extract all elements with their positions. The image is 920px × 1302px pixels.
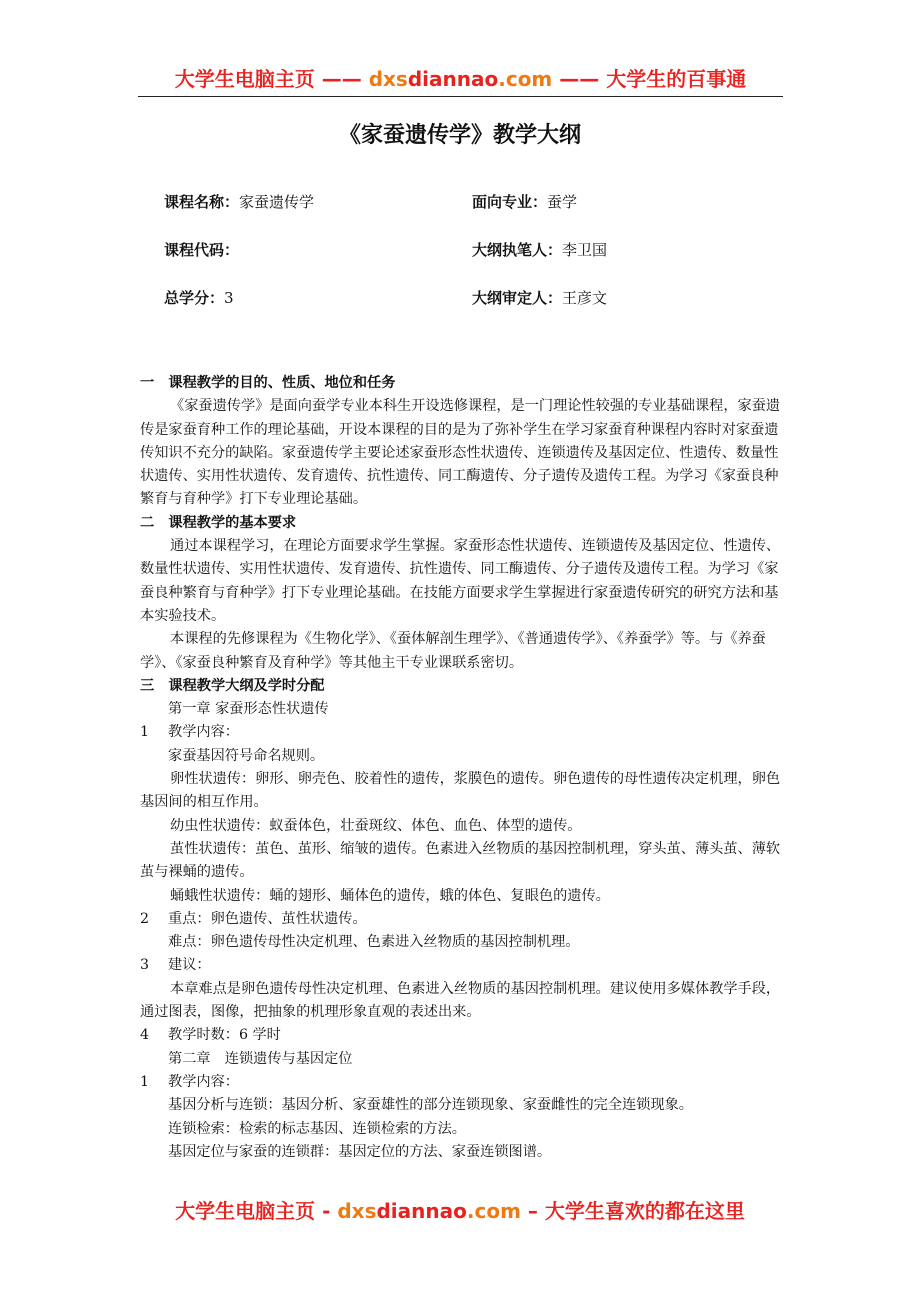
chapter-2-content-1: 基因分析与连锁：基因分析、家蚕雄性的部分连锁现象、家蚕雌性的完全连锁现象。 xyxy=(168,1097,693,1114)
section-heading-3: 三 课程教学大纲及学时分配 xyxy=(140,677,325,694)
section-2-paragraph-1: 通过本课程学习，在理论方面要求学生掌握。家蚕形态性状遗传、连锁遗传及基因定位、性遗传、数量性状遗传、实用性状遗传、发育遗传、抗性遗传、同工酶遗传、分子遗传及遗传工程。为学习《家蚕良种繁育与育种学》打下专业理论基础。在技能方面要求学生掌握进行家蚕遗传研究的研究方法和基本实验技术。 xyxy=(140,538,781,624)
document-body xyxy=(140,372,790,1164)
item-number: 4 xyxy=(140,1027,150,1044)
meta-reviewer-label: 大纲审定人： xyxy=(472,289,563,307)
item-number: 3 xyxy=(140,957,150,974)
header-left-text: 大学生电脑主页 —— xyxy=(174,67,362,91)
footer-site-suffix: .com xyxy=(466,1199,521,1223)
meta-major-label: 面向专业： xyxy=(472,193,548,211)
item-number: 2 xyxy=(140,910,150,927)
footer-left-text: 大学生电脑主页 - xyxy=(175,1199,331,1223)
item-number: 1 xyxy=(140,724,150,741)
chapter-1-content-3: 幼虫性状遗传：蚁蚕体色，壮蚕斑纹、体色、血色、体型的遗传。 xyxy=(170,817,582,834)
chapter-1-key-points: 重点：卵色遗传、茧性状遗传。 xyxy=(168,910,367,927)
meta-code-label: 课程代码： xyxy=(164,241,240,259)
chapter-2-content-3: 基因定位与家蚕的连锁群：基因定位的方法、家蚕连锁图谱。 xyxy=(168,1143,552,1160)
meta-course-name xyxy=(164,191,314,213)
document-title: 《家蚕遗传学》教学大纲 xyxy=(338,122,581,148)
section-1-paragraph: 《家蚕遗传学》是面向蚕学专业本科生开设选修课程，是一门理论性较强的专业基础课程，家蚕遗传是家蚕育种工作的理论基础，开设本课程的目的是为了弥补学生在学习家蚕育种课程内容时对家蚕遗传知识不充分的缺陷。家蚕遗传学主要论述家蚕形态性状遗传、连锁遗传及基因定位、性遗传、数量性状遗传、实用性状遗传、发育遗传、抗性遗传、同工酶遗传、分子遗传及遗传工程。为学习《家蚕良种繁育与育种学》打下专业理论基础。 xyxy=(140,398,781,508)
meta-credits-label: 总学分： xyxy=(164,289,225,307)
section-heading-2: 二 课程教学的基本要求 xyxy=(140,514,297,531)
chapter-1-content-5: 蛹蛾性状遗传：蛹的翅形、蛹体色的遗传，蛾的体色、复眼色的遗传。 xyxy=(170,887,610,904)
page-footer xyxy=(0,1196,920,1226)
section-2-paragraph-2: 本课程的先修课程为《生物化学》、《蚕体解剖生理学》、《普通遗传学》、《养蚕学》等。与《养蚕学》、《家蚕良种繁育及育种学》等其他主干专业课联系密切。 xyxy=(140,631,766,671)
header-right-text: —— 大学生的百事通 xyxy=(559,67,747,91)
meta-course-code xyxy=(164,239,239,261)
meta-author-label: 大纲执笔人： xyxy=(472,241,563,259)
chapter-1-content-4: 茧性状遗传：茧色、茧形、缩皱的遗传。色素进入丝物质的基因控制机理，穿头茧、薄头茧、薄软茧与裸蛹的遗传。 xyxy=(140,840,781,881)
meta-course-name-label: 课程名称： xyxy=(164,193,240,211)
meta-reviewer-value: 王彦文 xyxy=(562,289,608,307)
header-divider xyxy=(138,96,783,97)
meta-credits xyxy=(164,287,234,309)
section-heading-1: 一 课程教学的目的、性质、地位和任务 xyxy=(140,375,396,391)
chapter-2-item-1 xyxy=(140,1071,790,1094)
chapter-1-content-label: 教学内容： xyxy=(168,724,239,741)
chapter-1-suggestion-label: 建议： xyxy=(168,957,211,974)
meta-reviewer xyxy=(472,287,607,309)
meta-author-value: 李卫国 xyxy=(562,241,608,259)
item-number: 1 xyxy=(140,1073,150,1090)
meta-major-value: 蚕学 xyxy=(547,193,578,211)
chapter-1-suggestion: 本章难点是卵色遗传母性决定机理、色素进入丝物质的基因控制机理。建议使用多媒体教学手段，通过图表，图像，把抽象的机理形象直观的表述出来。 xyxy=(140,980,781,1021)
footer-site-prefix: dxs xyxy=(337,1199,377,1223)
header-site-suffix: .com xyxy=(498,67,553,91)
meta-course-name-value: 家蚕遗传学 xyxy=(239,193,315,211)
chapter-1-item-3 xyxy=(140,954,790,977)
chapter-1-title: 第一章 家蚕形态性状遗传 xyxy=(168,701,329,718)
chapter-1-item-4 xyxy=(140,1024,790,1047)
footer-right-text: – 大学生喜欢的都在这里 xyxy=(527,1199,745,1223)
header-site-mid: diannao xyxy=(407,67,499,91)
header-site-prefix: dxs xyxy=(368,67,408,91)
chapter-1-item-1 xyxy=(140,721,790,744)
chapter-1-difficulties: 难点：卵色遗传母性决定机理、色素进入丝物质的基因控制机理。 xyxy=(168,934,580,951)
meta-major xyxy=(472,191,577,213)
chapter-2-content-label: 教学内容： xyxy=(168,1073,239,1090)
chapter-2-content-2: 连锁检索：检索的标志基因、连锁检索的方法。 xyxy=(168,1120,466,1137)
chapter-1-content-2: 卵性状遗传：卵形、卵壳色、胶着性的遗传，浆膜色的遗传。卵色遗传的母性遗传决定机理，卵色基因间的相互作用。 xyxy=(140,771,781,811)
chapter-1-item-2 xyxy=(140,908,790,931)
chapter-1-hours: 教学时数：6 学时 xyxy=(168,1027,281,1044)
meta-author xyxy=(472,239,607,261)
chapter-1-content-1: 家蚕基因符号命名规则。 xyxy=(168,747,325,764)
chapter-2-title: 第二章 连锁遗传与基因定位 xyxy=(168,1050,353,1067)
footer-site-mid: diannao xyxy=(376,1199,467,1223)
page-header xyxy=(138,62,783,96)
meta-credits-value: 3 xyxy=(224,289,234,307)
